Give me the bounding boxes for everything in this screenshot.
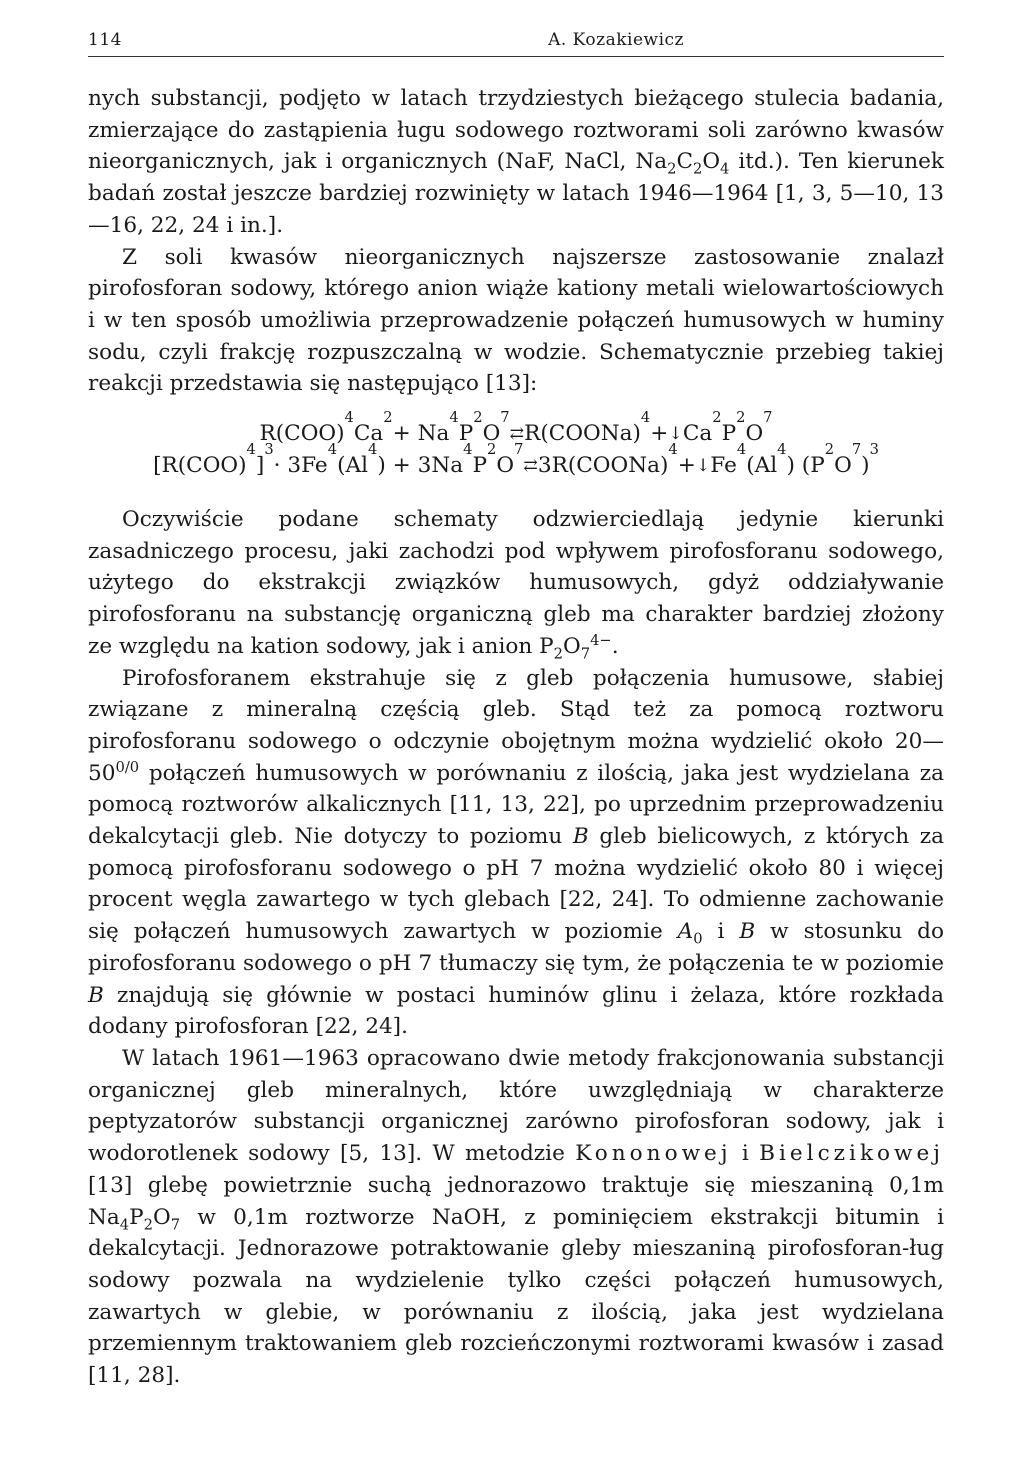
precipitate-arrow-icon: ↓ — [668, 424, 683, 445]
precipitate-arrow-icon: ↓ — [695, 456, 711, 477]
body-text — [88, 83, 944, 1392]
reaction-schemes — [88, 409, 944, 482]
formula-2: [R(COO) 4 ] 3 · 3Fe 4 (Al 4 ) + 3Na 4 P 2 O 7 ⇄ 3R(COONa) 4 + ↓ Fe 4 (Al 4 ) (P 2 O 7 ) 3 — [88, 450, 944, 482]
paragraph-3: Oczywiście podane schematy odzwierciedlają jedynie kierunki zasadniczego procesu, jaki zachodzi pod wpływem pirofosforanu sodowego, użytego do ekstrakcji związków humusowych, gdyż oddziaływanie pirofosforanu na substancję organiczną gleb ma charakter bardziej złożony ze względu na kation sodowy, jak i anion $P_2O_7^{4-}$. — [88, 507, 944, 663]
paragraph-4: Pirofosforanem ekstrahuje się z gleb połączenia humusowe, słabiej związane z mineralną częścią gleb. Stąd też za pomocą roztworu pirofosforanu sodowego o odczynie obojętnym można wydzielić około $20—50^{0/0}$ połączeń humusowych w porównaniu z ilością, jaka jest wydzielana za pomocą roztworów alkalicznych [11, 13, 22], po uprzednim przeprowadzeniu dekalcytacji gleb. Nie dotyczy to poziomu B gleb bielicowych, z których za pomocą pirofosforanu sodowego o pH 7 można wydzielić około 80 i więcej procent węgla zawartego w tych glebach [22, 24]. To odmienne zachowanie się połączeń humusowych zawartych w poziomie $A_0$ i B w stosunku do pirofosforanu sodowego o pH 7 tłumaczy się tym, że połączenia te w poziomie B znajdują się głównie w postaci huminów glinu i żelaza, które rozkłada dodany pirofosforan [22, 24]. — [88, 665, 944, 1040]
document-page — [88, 30, 944, 1392]
paragraph-2: Z soli kwasów nieorganicznych najszersze zastosowanie znalazł pirofosforan sodowy, którego anion wiąże kationy metali wielowartościowych i w ten sposób umożliwia przeprowadzenie połączeń humusowych w huminy sodu, czyli frakcję rozpuszczalną w wodzie. Schematycznie przebieg takiej reakcji przedstawia się następująco [13]: — [88, 244, 944, 397]
page-number: 114 — [88, 30, 122, 50]
paragraph-5: W latach 1961—1963 opracowano dwie metody frakcjonowania substancji organicznej gleb mineralnych, które uwzględniają w charakterze peptyzatorów substancji organicznej zarówno pirofosforan sodowy, jak i wodorotlenek sodowy [5, 13]. W metodzie Kononowej i Bielczikowej [13] glebę powietrznie suchą jednorazowo traktuje się mieszaniną 0,1m $Na_4P_2O_7$ w 0,1m roztworze NaOH, z pominięciem ekstrakcji bitumin i dekalcytacji. Jednorazowe potraktowanie gleby mieszaniną pirofosforan-ług sodowy pozwala na wydzielenie tylko części połączeń humusowych, zawartych w glebie, w porównaniu z ilością, jaka jest wydzielana przemiennym traktowaniem gleb rozcieńczonymi roztworami kwasów i zasad [11, 28]. — [88, 1045, 945, 1389]
page-header — [88, 30, 944, 57]
author-name-bielczikowa: Bielczikowej — [759, 1141, 945, 1167]
running-title: A. Kozakiewicz — [548, 30, 684, 50]
equilibrium-arrow-icon: ⇄ — [523, 456, 538, 477]
author-name-kononowa: Kononowej — [575, 1141, 732, 1167]
equilibrium-arrow-icon: ⇄ — [509, 424, 525, 445]
paragraph-1: nych substancji, podjęto w latach trzydziestych bieżącego stulecia badania, zmierzające do zastąpienia ługu sodowego roztworami soli zarówno kwasów nieorganicznych, jak i organicznych (NaF, NaCl, $Na_2C_2O_4$ itd.). Ten kierunek badań został jeszcze bardziej rozwinięty w latach 1946—1964 [1, 3, 5—10, 13—16, 22, 24 i in.]. — [88, 86, 944, 238]
formula-1: R(COO) 4 Ca 2 + Na 4 P 2 O 7 ⇄ R(COONa) 4 + ↓ Ca 2 P 2 O 7 — [88, 418, 944, 450]
